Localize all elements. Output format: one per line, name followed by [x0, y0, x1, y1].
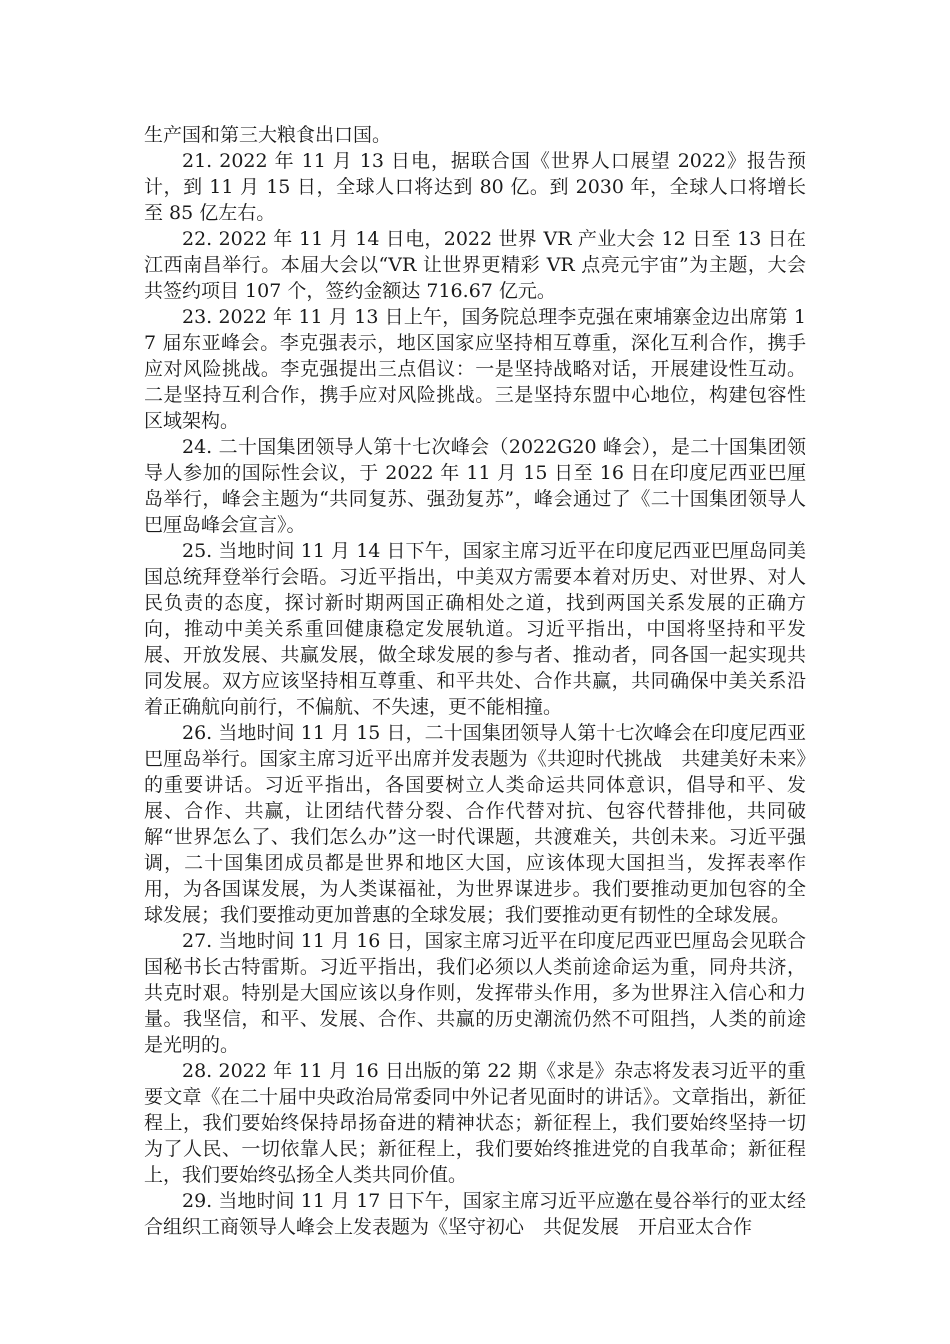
paragraph-continued: 生产国和第三大粮食出口国。	[144, 124, 392, 146]
paragraph-25: 25. 当地时间 11 月 14 日下午，国家主席习近平在印度尼西亚巴厘岛同美国总统拜登举行会晤。习近平指出，中美双方需要本着对历史、对世界、对人民负责的态度，探讨新时期两国正确相处之道，找到两国关系发展的正确方向，推动中美关系重回健康稳定发展轨道。习近平指出，中国将坚持和平发展、开放发展、共赢发展，做全球发展的参与者、推动者，同各国一起实现共同发展。双方应该坚持相互尊重、和平共处、合作共赢，共同确保中美关系沿着正确航向前行，不偏航、不失速，更不能相撞。	[144, 540, 806, 718]
document-body	[144, 122, 806, 1240]
paragraph-28: 28. 2022 年 11 月 16 日出版的第 22 期《求是》杂志将发表习近平的重要文章《在二十届中央政治局常委同中外记者见面时的讲话》。文章指出，新征程上，我们要始终保持昂扬奋进的精神状态；新征程上，我们要始终坚持一切为了人民、一切依靠人民；新征程上，我们要始终推进党的自我革命；新征程上，我们要始终弘扬全人类共同价值。	[144, 1060, 806, 1186]
paragraph-23: 23. 2022 年 11 月 13 日上午，国务院总理李克强在柬埔寨金边出席第 17 届东亚峰会。李克强表示，地区国家应坚持相互尊重，深化互利合作，携手应对风险挑战。李克强提出三点倡议：一是坚持战略对话，开展建设性互动。二是坚持互利合作，携手应对风险挑战。三是坚持东盟中心地位，构建包容性区域架构。	[144, 306, 806, 432]
paragraph-22: 22. 2022 年 11 月 14 日电，2022 世界 VR 产业大会 12 日至 13 日在江西南昌举行。本届大会以“VR 让世界更精彩 VR 点亮元宇宙”为主题，大会共签约项目 107 个，签约金额达 716.67 亿元。	[144, 228, 806, 302]
paragraph-26: 26. 当地时间 11 月 15 日，二十国集团领导人第十七次峰会在印度尼西亚巴厘岛举行。国家主席习近平出席并发表题为《共迎时代挑战 共建美好未来》的重要讲话。习近平指出，各国要树立人类命运共同体意识，倡导和平、发展、合作、共赢，让团结代替分裂、合作代替对抗、包容代替排他，共同破解“世界怎么了、我们怎么办”这一时代课题，共渡难关，共创未来。习近平强调，二十国集团成员都是世界和地区大国，应该体现大国担当，发挥表率作用，为各国谋发展，为人类谋福祉，为世界谋进步。我们要推动更加包容的全球发展；我们要推动更加普惠的全球发展；我们要推动更有韧性的全球发展。	[144, 722, 806, 926]
paragraph-21: 21. 2022 年 11 月 13 日电，据联合国《世界人口展望 2022》报告预计，到 11 月 15 日，全球人口将达到 80 亿。到 2030 年，全球人口将增长至 85 亿左右。	[144, 150, 806, 224]
paragraph-24: 24. 二十国集团领导人第十七次峰会（2022G20 峰会），是二十国集团领导人参加的国际性会议，于 2022 年 11 月 15 日至 16 日在印度尼西亚巴厘岛举行，峰会主题为“共同复苏、强劲复苏”，峰会通过了《二十国集团领导人巴厘岛峰会宣言》。	[144, 436, 806, 536]
paragraph-27: 27. 当地时间 11 月 16 日，国家主席习近平在印度尼西亚巴厘岛会见联合国秘书长古特雷斯。习近平指出，我们必须以人类前途命运为重，同舟共济，共克时艰。特别是大国应该以身作则，发挥带头作用，多为世界注入信心和力量。我坚信，和平、发展、合作、共赢的历史潮流仍然不可阻挡，人类的前途是光明的。	[144, 930, 806, 1056]
paragraph-29: 29. 当地时间 11 月 17 日下午，国家主席习近平应邀在曼谷举行的亚太经合组织工商领导人峰会上发表题为《坚守初心 共促发展 开启亚太合作	[144, 1190, 806, 1238]
